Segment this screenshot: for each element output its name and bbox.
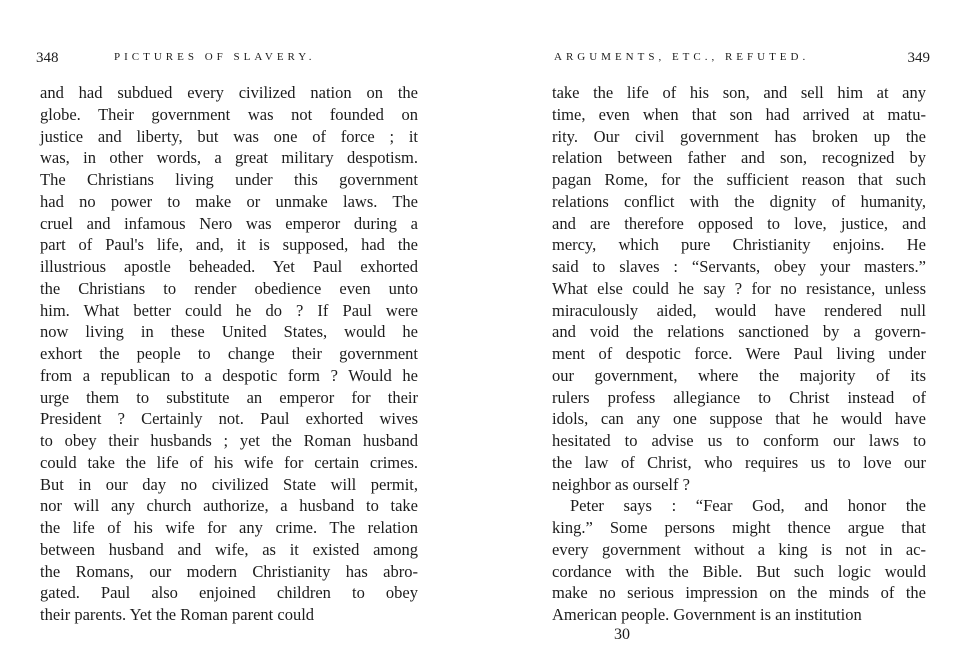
text-line: nor will any church authorize, a husband to take	[40, 496, 418, 516]
text-line: urge them to substitute an emperor for their	[40, 387, 418, 407]
text-line: cordance with the Bible. But such logic would	[552, 561, 926, 581]
text-line: and are therefore opposed to love, justice, and	[552, 213, 926, 233]
text-line: the law of Christ, who requires us to love our	[552, 452, 926, 472]
text-line: gated. Paul also enjoined children to obey	[40, 583, 418, 603]
text-line: miraculously aided, would have rendered null	[552, 300, 926, 320]
right-page-header	[554, 50, 930, 70]
text-line: now living in these United States, would he	[40, 322, 418, 342]
text-line: What else could he say ? for no resistance, unless	[552, 278, 926, 298]
text-line: ment of despotic force. Were Paul living under	[552, 344, 926, 363]
text-line: take the life of his son, and sell him at any	[552, 83, 926, 102]
text-line: part of Paul's life, and, it is supposed, had the	[40, 235, 418, 255]
text-line: globe. Their government was not founded on	[40, 104, 418, 124]
text-line: But in our day no civilized State will permit,	[40, 474, 418, 494]
text-line: and void the relations sanctioned by a govern-	[552, 322, 926, 342]
text-line: relations conflict with the dignity of humanity,	[552, 191, 926, 211]
text-line: rulers profess allegiance to Christ instead of	[552, 387, 926, 407]
text-line: him. What better could he do ? If Paul were	[40, 300, 418, 320]
text-line: justice and liberty, but was one of force ; it	[40, 126, 418, 146]
text-line: the Christians to render obedience even unto	[40, 278, 418, 298]
text-line: had no power to make or unmake laws. The	[40, 191, 418, 211]
text-line: to obey their husbands ; yet the Roman husband	[40, 431, 418, 450]
left-page-number: 348	[36, 50, 59, 66]
text-line: neighbor as ourself ?	[552, 474, 690, 494]
text-line: American people. Government is an institution	[552, 605, 862, 624]
text-line: make no serious impression on the minds of the	[552, 583, 926, 603]
text-line: pagan Rome, for the sufficient reason that such	[552, 170, 926, 189]
text-line: mercy, which pure Christianity enjoins. He	[552, 235, 926, 255]
text-line: between husband and wife, as it existed among	[40, 539, 418, 559]
text-line: The Christians living under this government	[40, 170, 418, 189]
text-line: said to slaves : “Servants, obey your masters.”	[552, 257, 926, 276]
text-line: cruel and infamous Nero was emperor during a	[40, 213, 418, 233]
text-line: the life of his wife for any crime. The relation	[40, 518, 418, 537]
right-page-number: 349	[907, 50, 930, 66]
left-page-body	[40, 82, 418, 626]
text-line: their parents. Yet the Roman parent could	[40, 605, 315, 624]
right-running-head: ARGUMENTS, ETC., REFUTED.	[554, 51, 810, 63]
text-line: could take the life of his wife for certain crimes.	[40, 452, 418, 472]
text-line: our government, where the majority of its	[552, 365, 926, 385]
text-line: exhort the people to change their government	[40, 344, 418, 363]
text-line: was, in other words, a great military despotism.	[40, 148, 418, 168]
text-line: the Romans, our modern Christianity has abro-	[40, 561, 418, 581]
text-line: rity. Our civil government has broken up the	[552, 126, 926, 146]
text-line: king.” Some persons might thence argue that	[552, 518, 926, 537]
text-line: hesitated to advise us to conform our laws to	[552, 431, 926, 450]
text-line: relation between father and son, recognized by	[552, 148, 926, 168]
text-line: and had subdued every civilized nation on the	[40, 83, 418, 102]
signature-mark: 30	[614, 626, 630, 643]
text-line: from a republican to a despotic form ? Would he	[40, 365, 418, 385]
text-line: illustrious apostle beheaded. Yet Paul exhorted	[40, 257, 418, 276]
text-line: time, even when that son had arrived at matu-	[552, 104, 926, 124]
right-page	[490, 0, 980, 668]
left-page-header	[36, 50, 426, 70]
text-line: President ? Certainly not. Paul exhorted wives	[40, 409, 418, 429]
left-running-head: PICTURES OF SLAVERY.	[114, 51, 316, 63]
right-page-body	[552, 82, 926, 626]
text-line: Peter says : “Fear God, and honor the	[570, 496, 926, 516]
text-line: idols, can any one suppose that he would have	[552, 409, 926, 429]
text-line: every government without a king is not in ac-	[552, 539, 926, 559]
